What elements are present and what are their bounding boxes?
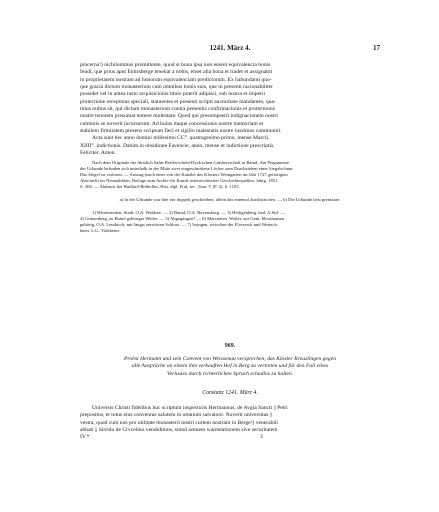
text-line: abbati || Sirrido de Crvcelino vendidimus, simul omnem warentationem sive securitatem [80,427,278,434]
signature-mark: IV.* [80,434,90,441]
footnote-line: gehörig, O.A. Leutkirch, mit längst zerstörten Schloss. — 7) Irsingen, zwischen der Flosserch und Wertach, [80,221,278,227]
header-date: 1241. März 4. [209,44,251,52]
summary-line: Probst Hermann und sein Convent von Weissenau versprechen, das Kloster Kreuzlingen gegen [123,356,336,362]
signature-line [80,434,380,441]
text-line: XIIII°. indictionis. Datum in obsidione Favencie, anno, mense et indictione prescriptis. [80,142,275,149]
note-line: S. 306. — Abdruck bei Huillard-Bréholles, Hist. dipl. Frid. sec. Tom. V (P. 2), S. 1105. [80,183,240,189]
text-line: prepositus, et totus eius conventus salutem in omnium salvatore. Noverit universitas || [80,412,272,419]
source-notes [80,160,380,190]
charter-number: 969. [224,343,236,349]
note-line: Abschrift) im Neinauhblatt, Beilage zum Archiv für Kunde österreichischer Geschichtsquellen, Jahrg. 1851, [80,177,279,183]
footnote-line: baier. L.G. Türkheim. [80,227,120,233]
text-line: in proprietatem nostram ad honorum equivalenciam predictorum. Ex habundanti quo- [80,76,272,83]
main-text [80,62,380,157]
text-line: tinus nullus sit, qui dictum monasterium contra presentis confirmacionis et protectionis [80,106,275,113]
charter-text [80,405,380,441]
text-line: Feliciter. Amen. [80,150,116,157]
text-line: stabilem firmitatem presens scriptum fieri et sigillo maiestatis nostre iussimus communiri. [80,128,282,135]
dateline: Constanz 1241. März 4. [202,390,258,396]
footnotes [80,210,380,234]
page-number: 17 [373,44,380,52]
summary-line: alle Ansprüche an einem ihm verkauften Hof in Berg zu vertreten und für den Fall eines [131,363,329,370]
running-header [80,44,380,54]
note-line: Nach dem Originale der fürstlich Salm-Reifferscheid-Dyck'schen Gutsherrschaft in Baind. Am Pergamente [92,160,289,165]
text-line: que gracia dictum monasterium cum omnibus bonis suis, que in presenti racionabiliter [80,84,273,91]
note-line: Das Siegel ist verloren. — Auszug (nach einer von der Kanzlei des Klosters Weingarten im Jahr 1727 gefertigten [80,171,288,177]
footnote-line: a) In der Urkunde war hier ein doppelt geschrieben, allein das einemal durchstrichen. — b) Die Urkunde liest prenotare. [119,197,341,202]
note-line: der Urkunde befinden sich unterhalb in der Mitte zwei eingeschnittene Löcher zum Durchziehen einer Siegelschnur. [80,165,294,171]
text-line: nostre tenorem presumat temere molestare. Quod qui presumpserit indignacionem nostri [80,113,278,120]
text-line: vestra, quod cum nos pro utilitate monasterii nostri curtem nostram in Berge¹) venerabili [80,419,279,426]
text-line: pincerna¹) nichilominus promittente, quod si bona ipsa non essent equivalencia bonis [80,62,271,68]
sheet-number: 3 [260,434,263,441]
text-line: protectione recepimus speciali, statuentes et presenti scripti auctoritate mandantes, qua- [80,98,276,105]
text-line: Acta sunt hec anno domini millesimo CC°. quatragesimo primo, mense Marcii, [92,135,270,142]
summary-line: Verlustes durch richterlichen Spruch schadlos zu halten. [166,370,294,377]
footnote-line: 1) Winterstetten, Stadt, O.A. Waldsee. — 2) Baind, O.A. Ravensburg. — 3) Heiligenberg, bad. A.Stif. — [92,210,286,215]
footnote-a [80,197,380,203]
text-line: Universis Christi fidelibus hoc scriptum inspecturis Hermannus, de Avgia Sancti || Petri [92,405,288,411]
charter-summary [80,356,380,378]
footnote-line: 4) Grünenberg, zu Baind gehöriger Weiler. — 5) Abgegangen? — 6) Marstetten, Weiler, zur Gem. Mosshausen [80,215,285,221]
text-line: possidet vel in antea iusto acquisicionis titulo poterit adipisci, sub nostra et imperii [80,91,266,98]
text-line: feudi, que prius aput Entirsberge tenebat a nobis, emet alia bona et tradet et assignabit [80,69,273,76]
text-line: culminis se noverit incursurum. Ad huius itaque concessionis nostre memoriam et [80,120,264,127]
